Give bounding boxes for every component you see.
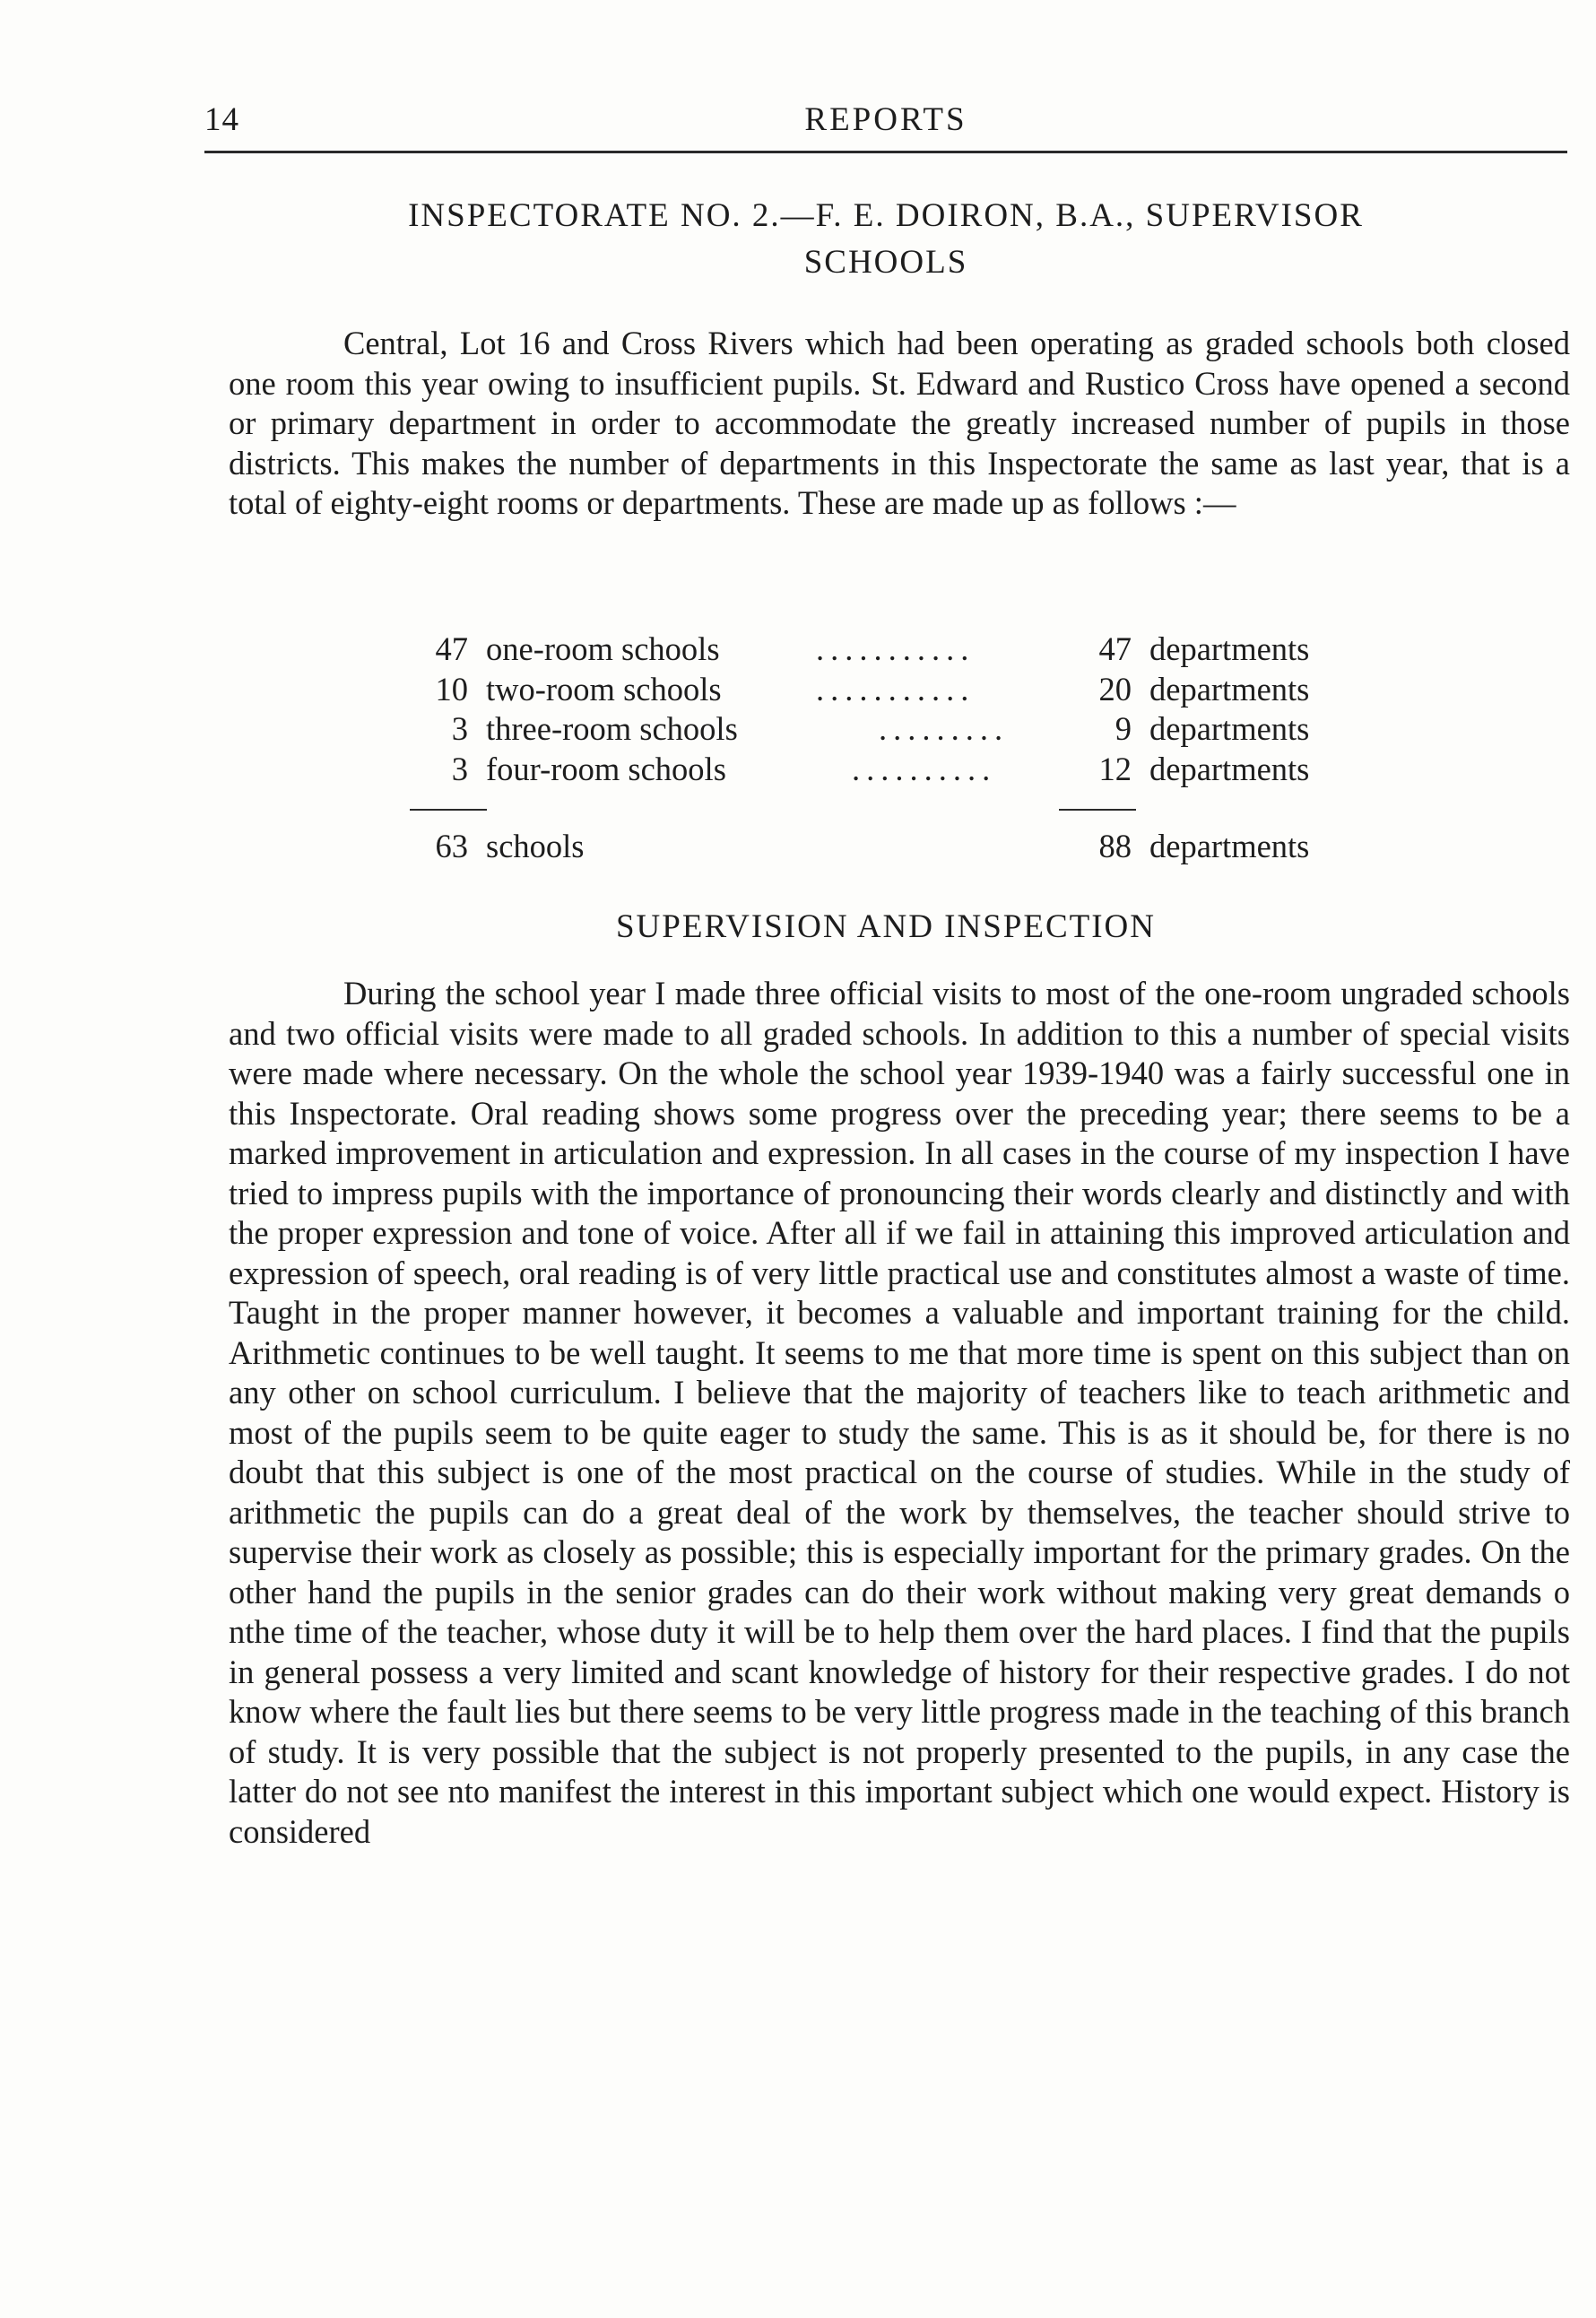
table-total-row: [412, 827, 1381, 867]
school-count: 3: [451, 710, 468, 747]
department-unit: departments: [1149, 670, 1310, 708]
inspectorate-heading-line1: INSPECTORATE NO. 2.—F. E. DOIRON, B.A., SUPERVISOR: [408, 197, 1364, 234]
running-head: [204, 100, 1567, 151]
departments-sum-rule: [1059, 809, 1136, 811]
department-count: 9: [1115, 710, 1132, 747]
total-department-unit: departments: [1149, 828, 1310, 864]
total-department-count: 88: [1098, 828, 1132, 864]
department-count: 12: [1098, 750, 1132, 787]
leader-dots: ...........: [816, 670, 976, 708]
inspectorate-heading: [204, 193, 1567, 286]
department-unit: departments: [1149, 630, 1310, 667]
total-school-label: schools: [486, 828, 585, 864]
department-count: 20: [1098, 670, 1132, 708]
table-row: [412, 670, 1381, 710]
school-count: 10: [435, 670, 468, 708]
school-type: two-room schools: [486, 670, 722, 708]
school-type: one-room schools: [486, 630, 720, 667]
inspectorate-heading-line2: SCHOOLS: [803, 244, 968, 281]
school-type: three-room schools: [486, 710, 738, 747]
table-row: [412, 709, 1381, 750]
page-number: 14: [204, 101, 239, 138]
leader-dots: ...........: [816, 630, 976, 667]
table-row: [412, 750, 1381, 790]
department-count: 47: [1098, 630, 1132, 667]
header-rule: [204, 151, 1567, 153]
leader-dots: ..........: [852, 750, 997, 787]
total-school-count: 63: [435, 828, 468, 864]
schools-sum-rule: [410, 809, 487, 811]
intro-paragraph: Central, Lot 16 and Cross Rivers which had been operating as graded schools both closed one room this year owing to insufficient pupils. St. Edward and Rustico Cross have opened a second or primary department in order to accommodate the greatly increased number of pupils in those districts. This makes the number of departments in this Inspectorate the same as last year, that is a total of eighty-eight rooms or departments. These are made up as follows :—: [229, 325, 1570, 521]
department-unit: departments: [1149, 750, 1310, 787]
school-type: four-room schools: [486, 750, 726, 787]
running-title: REPORTS: [804, 101, 967, 138]
school-count: 3: [451, 750, 468, 787]
school-count: 47: [435, 630, 468, 667]
supervision-paragraph: During the school year I made three official visits to most of the one-room ungraded schools and two official visits were made to all graded schools. In addition to this a number of special visits were made where necessary. On the whole the school year 1939-1940 was a fairly successful one in this Inspectorate. Oral reading shows some progress over the preceding year; there seems to be a marked improvement in articulation and expression. In all cases in the course of my inspection I have tried to impress pupils with the importance of pronouncing their words clearly and distinctly and with the proper expression and tone of voice. After all if we fail in attaining this improved articulation and expression of speech, oral reading is of very little practical use and constitutes almost a waste of time. Taught in the proper manner however, it becomes a valuable and important training for the child. Arithmetic continues to be well taught. It seems to me that more time is spent on this subject than on any other on school curriculum. I believe that the majority of teachers like to teach arithmetic and most of the pupils seem to be quite eager to study the same. This is as it should be, for there is no doubt that this subject is one of the most practical on the course of studies. While in the study of arithmetic the pupils can do a great deal of the work by themselves, the teacher should strive to supervise their work as closely as possible; this is especially important for the primary grades. On the other hand the pupils in the senior grades can do their work without making very great demands o nthe time of the teacher, whose duty it will be to help them over the hard places. I find that the pupils in general possess a very limited and scant knowledge of history for their respective grades. I do not know where the fault lies but there seems to be very little progress made in the teaching of this branch of study. It is very possible that the subject is not properly presented to the pupils, in any case the latter do not see nto manifest the interest in this important subject which one would expect. History is considered: [229, 975, 1570, 1850]
table-row: [412, 629, 1381, 670]
schools-table: [412, 629, 1381, 789]
section-heading: SUPERVISION AND INSPECTION: [615, 908, 1157, 945]
department-unit: departments: [1149, 710, 1310, 747]
leader-dots: .........: [879, 710, 1010, 747]
